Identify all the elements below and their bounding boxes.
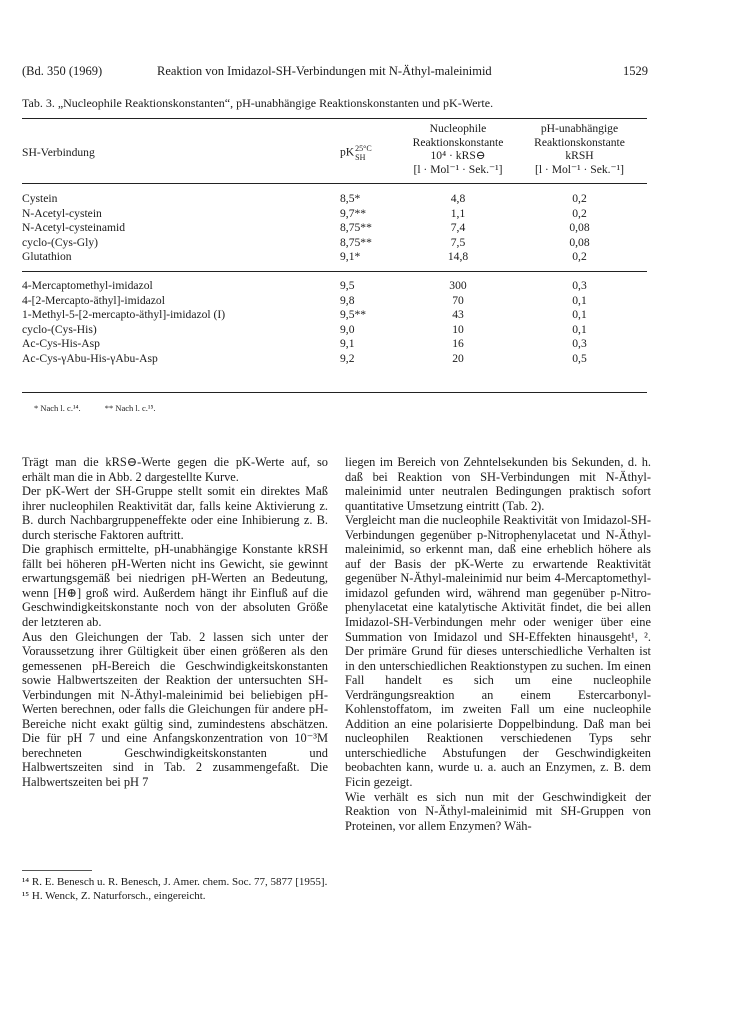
compound-name: cyclo-(Cys-His)	[22, 322, 97, 336]
references	[22, 876, 328, 903]
body-paragraph: liegen im Bereich von Zehntelsekunden bis Sekunden, d. h. daß bei Reaktion von SH-Verbindungen mit N-Äthyl-maleinimid unter neutralen Bedingungen praktisch sofort quantitative Umsetzung eintritt (Tab. 2).	[345, 455, 651, 513]
pk-value: 9,5**	[340, 308, 367, 322]
col-header-nuc-units: [l · Mol⁻¹ · Sek.⁻¹]	[413, 162, 503, 176]
table-row	[22, 323, 647, 338]
ph-independent-constant: 0,1	[572, 322, 587, 336]
col-header-nuc-line3: 10⁴ · kRS⊖	[430, 149, 486, 162]
body-paragraph: Wie verhält es sich nun mit der Geschwindigkeit der Reaktion von N-Äthyl-maleinimid mit SH-Gruppen von Proteinen, vor allem Enzymen? Wäh-	[345, 789, 651, 833]
table-row	[22, 308, 647, 323]
reference-item: ¹⁵ H. Wenck, Z. Naturforsch., eingereicht.	[22, 889, 206, 902]
pk-value: 8,75**	[340, 221, 372, 235]
col-header-pk-symbol: pK	[340, 145, 355, 159]
pk-value: 9,2	[340, 351, 355, 365]
ph-independent-constant: 0,2	[572, 206, 587, 220]
table-row	[22, 250, 647, 271]
body-paragraph: Die graphisch ermittelte, pH-unabhängige Konstante kRSH fällt bei höheren pH-Werten nicht ins Gewicht, sie gewinnt erwartungsgemäß bei niedrigen pH-Werten an Bedeutung, wenn [H⊕] groß wird. Außerdem hängt ihr Einfluß auf die Geschwindigkeitskonstante noch von der absoluten Größe der letzteren ab.	[22, 542, 328, 630]
table-row	[22, 337, 647, 352]
pk-value: 8,75**	[340, 235, 372, 249]
nucleophile-constant: 300	[404, 271, 512, 293]
body-column-left	[22, 455, 328, 790]
table-row	[22, 192, 647, 207]
nucleophile-constant: 70	[452, 293, 464, 307]
table-row	[22, 352, 647, 367]
table-row	[22, 236, 647, 251]
nucleophile-constant: 10	[452, 322, 464, 336]
compound-name: Ac-Cys-γAbu-His-γAbu-Asp	[22, 351, 158, 365]
nucleophile-constant: 7,4	[450, 221, 466, 235]
reference-item: ¹⁴ R. E. Benesch u. R. Benesch, J. Amer. chem. Soc. 77, 5877 [1955].	[22, 876, 328, 888]
references-rule	[22, 870, 92, 871]
nucleophile-constant: 16	[452, 337, 464, 351]
table-row	[22, 294, 647, 309]
pk-value: 9,0	[340, 322, 355, 336]
ph-independent-constant: 0,3	[512, 271, 647, 293]
nucleophile-constant: 20	[452, 351, 464, 365]
compound-name: 1-Methyl-5-[2-mercapto-äthyl]-imidazol (I)	[22, 308, 226, 322]
ph-independent-constant: 0,1	[572, 293, 587, 307]
body-paragraph: Der pK-Wert der SH-Gruppe stellt somit ein direktes Maß ihrer nucleophilen Reaktivität dar, falls keine Aktivierung z. B. durch Nachbargruppeneffekte oder eine Inhibierung z. B. durch sterische Faktoren auftritt.	[22, 484, 328, 542]
table-footnote-1: * Nach l. c.¹⁴.	[34, 403, 81, 413]
table-footnotes	[34, 403, 178, 413]
col-header-compound: SH-Verbindung	[22, 146, 95, 160]
compound-name: Cystein	[22, 192, 58, 205]
ph-independent-constant: 0,1	[572, 308, 587, 322]
data-table	[22, 122, 647, 367]
col-header-pk-subscript: SH	[355, 153, 366, 162]
ph-independent-constant: 0,2	[572, 250, 587, 264]
table-row	[22, 271, 647, 293]
nucleophile-constant: 1,1	[450, 206, 466, 220]
col-header-nuc-line2: Reaktionskonstante	[412, 135, 504, 149]
body-paragraph: Vergleicht man die nucleophile Reaktivität von Imidazol-SH-Verbindungen gegenüber p-Nitrophenylacetat und N-Äthyl-maleinimid, so erkennt man, daß eine erheblich höhere als auf der Basis der pK-Werte zu erwartende Reaktivität gegenüber N-Äthyl-maleinimid nur beim 4-Mercaptomethyl-imidazol gefunden wird, während man gegenüber p-Nitro-phenylacetat eine katalytische Aktivität findet, die bei allen Imidazol-SH-Verbindungen mehr oder weniger über eine Summation von Imidazol und SH-Effekten hinausgeht¹, ². Der primäre Grund für dieses unterschiedliche Verhalten ist in den unterschiedlichen Reaktionstypen zu suchen. Im einen Fall handelt es sich um eine nucleophile Verdrängungsreaktion an einem Estercarbonyl-Kohlenstoffatom, im zweiten Fall um eine nucleophile Addition an eine polarisierte Doppelbindung. Daß man bei nucleophilen Reaktionen verschiedenen Typs sehr unterschiedliche Abstufungen der Geschwindigkeiten beobachten kann, wurde u. a. auch an Enzymen, z. B. dem Ficin gezeigt.	[345, 513, 651, 790]
col-header-pk	[340, 122, 404, 184]
nucleophile-constant: 14,8	[447, 250, 469, 264]
table-caption: Tab. 3. „Nucleophile Reaktionskonstanten“, pH-unabhängige Reaktionskonstanten und pK-Werte.	[22, 96, 494, 110]
table-bottom-rule	[22, 392, 647, 393]
body-column-right	[345, 455, 651, 833]
running-title: Reaktion von Imidazol-SH-Verbindungen mit N-Äthyl-maleinimid	[157, 64, 492, 78]
compound-name: 4-Mercaptomethyl-imidazol	[22, 271, 340, 293]
ph-independent-constant: 0,5	[572, 351, 587, 365]
ph-independent-constant: 0,08	[569, 221, 590, 235]
compound-name: N-Acetyl-cystein	[22, 206, 102, 220]
ph-independent-constant: 0,2	[572, 192, 587, 205]
table-row	[22, 207, 647, 222]
pk-value: 9,1*	[340, 250, 361, 264]
ph-independent-constant: 0,3	[572, 337, 587, 351]
table-footnote-2: ** Nach l. c.¹⁵.	[104, 403, 156, 413]
col-header-ph-line2: Reaktionskonstante	[534, 135, 625, 149]
nucleophile-constant: 43	[452, 308, 464, 322]
running-header	[22, 64, 648, 79]
col-header-nucleophile	[404, 122, 512, 184]
col-header-ph-line1: pH-unabhängige	[540, 122, 619, 135]
body-paragraph: Trägt man die kRS⊖-Werte gegen die pK-Werte auf, so erhält man die in Abb. 2 dargestellte Kurve.	[22, 455, 328, 484]
pk-value: 9,7**	[340, 206, 367, 220]
table-top-rule	[22, 118, 647, 119]
pk-value: 8,5*	[340, 192, 361, 205]
compound-name: Glutathion	[22, 250, 72, 264]
col-header-ph-line3: kRSH	[565, 149, 594, 162]
page-number: 1529	[623, 64, 648, 78]
table-row	[22, 221, 647, 236]
pk-value: 9,1	[340, 337, 355, 351]
journal-volume: (Bd. 350 (1969)	[22, 64, 103, 78]
compound-name: 4-[2-Mercapto-äthyl]-imidazol	[22, 293, 165, 307]
col-header-ph-independent	[512, 122, 647, 184]
col-header-ph-units: [l · Mol⁻¹ · Sek.⁻¹]	[534, 162, 625, 176]
col-header-nuc-line1: Nucleophile	[429, 122, 487, 135]
compound-name: cyclo-(Cys-Gly)	[22, 235, 98, 249]
nucleophile-constant: 7,5	[450, 235, 466, 249]
body-paragraph: Aus den Gleichungen der Tab. 2 lassen sich unter der Voraussetzung ihrer Gültigkeit über einen größeren als den gemessenen pH-Bereich die Geschwindigkeitskonstanten sowie Halbwertszeiten der Reaktion der untersuchten SH-Verbindungen mit N-Äthyl-maleinimid bei beliebigen pH-Werten berechnen, oder falls die Gleichungen für andere pH-Bereiche nicht exakt gültig sind, zumindestens abschätzen. Die für pH 7 und eine Anfangskonzentration von 10⁻³M berechneten Geschwindigkeitskonstanten und Halbwertszeiten sind in Tab. 2 zusammengefaßt. Die Halbwertszeiten bei pH 7	[22, 629, 328, 790]
col-header-pk-temperature: 25°C	[355, 144, 372, 153]
pk-value: 9,5	[340, 271, 404, 293]
ph-independent-constant: 0,08	[569, 235, 590, 249]
nucleophile-constant: 4,8	[450, 192, 466, 205]
compound-name: N-Acetyl-cysteinamid	[22, 221, 126, 235]
pk-value: 9,8	[340, 293, 355, 307]
compound-name: Ac-Cys-His-Asp	[22, 337, 100, 351]
